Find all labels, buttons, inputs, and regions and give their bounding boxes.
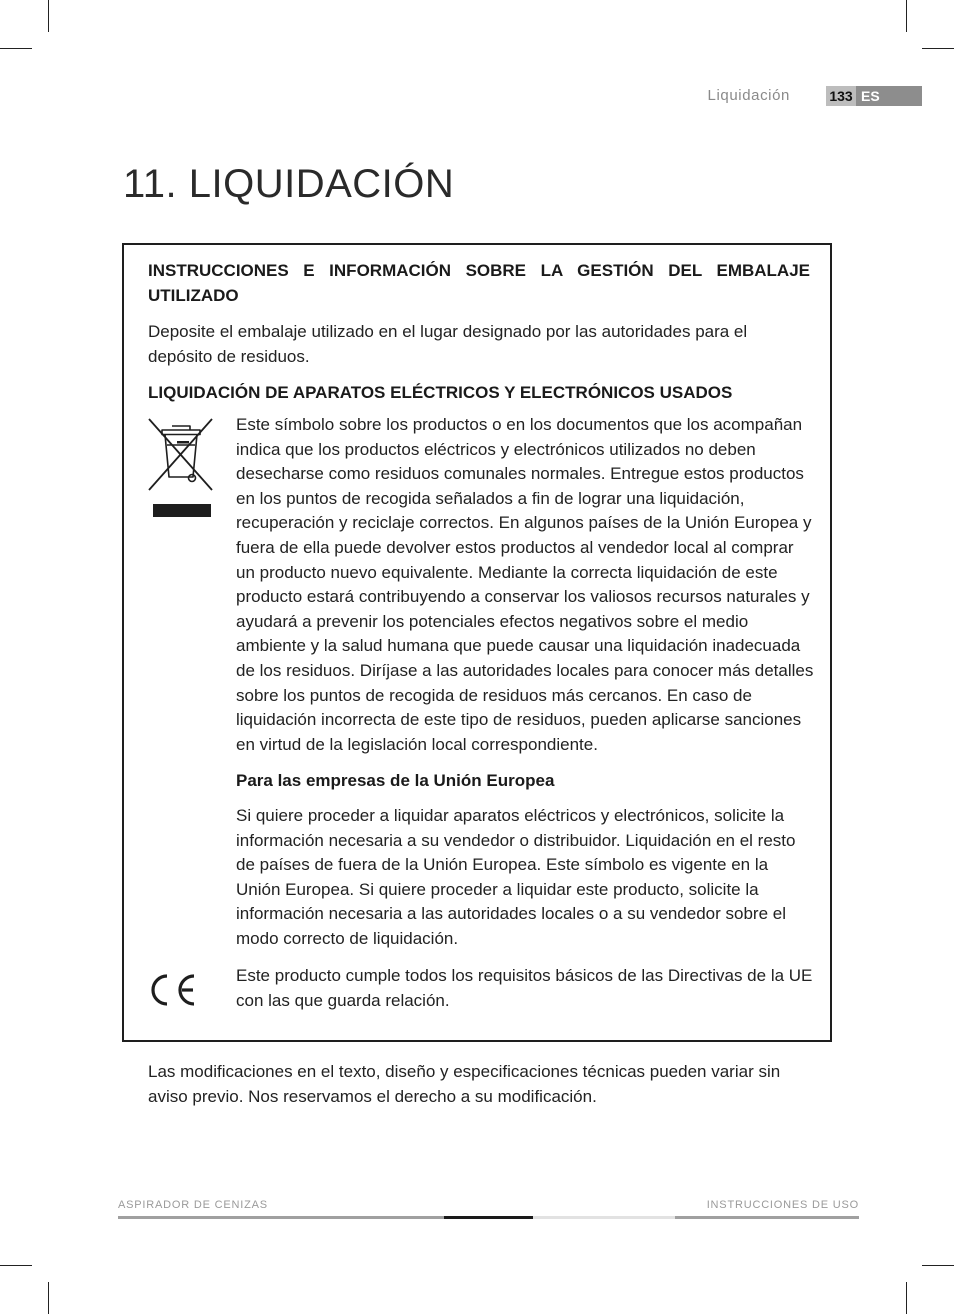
- packaging-paragraph: Deposite el embalaje utilizado en el lugar designado por las autoridades para el depósito de residuos.: [148, 322, 748, 366]
- crop-mark: [906, 0, 907, 32]
- weee-heading: LIQUIDACIÓN DE APARATOS ELÉCTRICOS Y ELECTRÓNICOS USADOS: [148, 383, 733, 402]
- crop-mark: [0, 1265, 32, 1266]
- crop-mark: [0, 48, 32, 49]
- language-code: ES: [856, 86, 922, 106]
- eu-business-heading: Para las empresas de la Unión Europea: [236, 771, 555, 790]
- packaging-heading: INSTRUCCIONES E INFORMACIÓN SOBRE LA GESTIÓN DEL EMBALAJE: [148, 261, 810, 280]
- ce-mark-icon: [146, 971, 198, 1009]
- footer-bar-segment: [118, 1216, 444, 1219]
- crop-mark: [906, 1282, 907, 1314]
- running-header: [600, 86, 922, 106]
- footer-product-name: ASPIRADOR DE CENIZAS: [118, 1199, 268, 1211]
- crop-mark: [922, 1265, 954, 1266]
- crop-mark: [922, 48, 954, 49]
- packaging-heading-continued: UTILIZADO: [148, 286, 239, 305]
- footer-bar-segment: [675, 1216, 859, 1219]
- footer-bar-segment: [444, 1216, 533, 1219]
- eu-business-paragraph: Si quiere proceder a liquidar aparatos eléctricos y electrónicos, solicite la información necesaria a su vendedor o distribuidor. Liquidación en el resto de países de fuera de la Unión Europea. Este símbolo es vigente en la Unión Europea. Si quiere proceder a liquidar este producto, solicite la información necesaria a las autoridades locales o a su vendedor sobre el modo correcto de liquidación.: [236, 806, 796, 948]
- page-number: 133: [826, 86, 856, 106]
- weee-paragraph: Este símbolo sobre los productos o en los documentos que los acompañan indica que los productos eléctricos y electrónicos utilizados no deben desecharse como residuos comunales normales. Entregue estos productos en los puntos de recogida señalados a fin de lograr una liquidación, recuperación y reciclaje correctos. En algunos países de la Unión Europea y fuera de ella puede devolver estos productos al vendedor local al comprar un producto nuevo equivalente. Mediante la correcta liquidación de este producto estará contribuyendo a conservar los valiosos recursos naturales y ayudará a prevenir los potenciales efectos negativos sobre el medio ambiente y la salud humana que puede causar una liquidación inadecuada de los residuos. Diríjase a las autoridades locales para conocer más detalles sobre los puntos de recogida de residuos más cercanos. En caso de liquidación incorrecta de este tipo de residuos, pueden aplicarse sanciones en virtud de la legislación local correspondiente.: [236, 415, 814, 754]
- footer-document-type: INSTRUCCIONES DE USO: [706, 1199, 859, 1211]
- header-section-name: Liquidación: [707, 87, 790, 104]
- footer-bar-segment: [533, 1216, 675, 1219]
- ce-compliance-paragraph: Este producto cumple todos los requisitos básicos de las Directivas de la UE con las que guarda relación.: [236, 966, 813, 1010]
- page-title: 11. LIQUIDACIÓN: [123, 162, 455, 206]
- crop-mark: [48, 0, 49, 32]
- crossed-out-wheelie-bin-icon: [146, 415, 216, 521]
- crop-mark: [48, 1282, 49, 1314]
- modifications-notice: Las modificaciones en el texto, diseño y especificaciones técnicas pueden variar sin aviso previo. Nos reservamos el derecho a su modificación.: [148, 1062, 781, 1106]
